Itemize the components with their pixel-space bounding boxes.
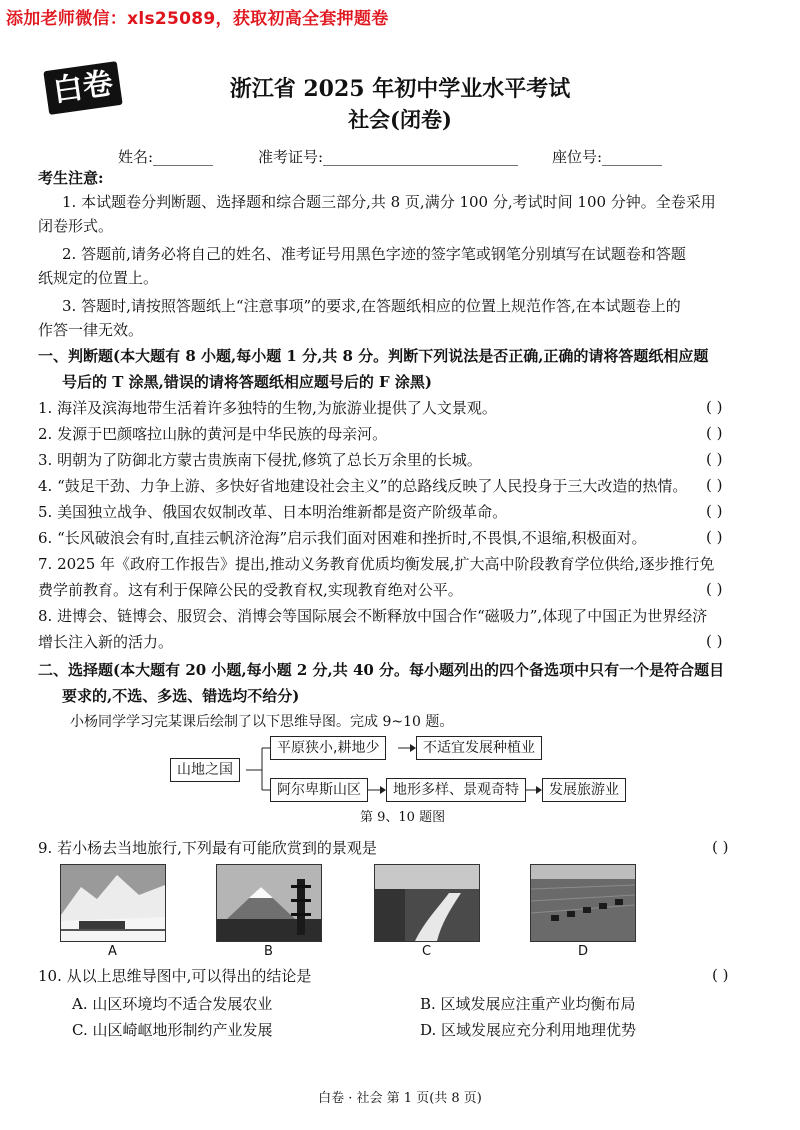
- mind-map-branch-plain: 平原狭小,耕地少: [270, 736, 386, 760]
- photo-farm-harvesters: [530, 864, 636, 942]
- choice-question-9: 9. 若小杨去当地旅行,下列最有可能欣赏到的景观是: [38, 839, 377, 857]
- answer-paren: ( ): [706, 580, 723, 598]
- exam-title: 浙江省 2025 年初中学业水平考试: [229, 76, 571, 102]
- question-intro: 小杨同学学习完某课后绘制了以下思维导图。完成 9~10 题。: [70, 714, 454, 730]
- judge-question-4: 4. “鼓足干劲、力争上游、多快好省地建设社会主义”的总路线反映了人民投身于三大改造的热情。: [38, 477, 688, 495]
- judge-question-5: 5. 美国独立战争、俄国农奴制改革、日本明治维新都是资产阶级革命。: [38, 503, 508, 521]
- photo-label-c: C: [422, 944, 432, 959]
- notice-line: 闭卷形式。: [38, 217, 114, 235]
- mind-map-branch-alps-feature: 地形多样、景观奇特: [386, 778, 526, 802]
- judge-question-3: 3. 明朝为了防御北方蒙古贵族南下侵扰,修筑了总长万余里的长城。: [38, 451, 482, 469]
- judge-question-1: 1. 海洋及滨海地带生活着许多独特的生物,为旅游业提供了人文景观。: [38, 399, 497, 417]
- option-c: C. 山区崎岖地形制约产业发展: [72, 1021, 273, 1039]
- section2-heading: 二、选择题(本大题有 20 小题,每小题 2 分,共 40 分。每小题列出的四个备选项中只有一个是符合题目: [38, 661, 725, 679]
- answer-paren: ( ): [706, 528, 723, 546]
- name-field: 姓名:________: [118, 148, 214, 166]
- mind-map-branch-plain-result: 不适宜发展种植业: [416, 736, 542, 760]
- mind-map-branch-alps: 阿尔卑斯山区: [270, 778, 368, 802]
- answer-paren: ( ): [706, 450, 723, 468]
- section2-heading-cont: 要求的,不选、多选、错选均不给分): [62, 687, 300, 705]
- figure-caption: 第 9、10 题图: [360, 810, 446, 825]
- notice-line: 3. 答题时,请按照答题纸上“注意事项”的要求,在答题纸相应的位置上规范作答,在本试题卷上的: [62, 297, 681, 315]
- section1-heading-cont: 号后的 T 涂黑,错误的请将答题纸相应题号后的 F 涂黑): [62, 373, 433, 391]
- paper-stamp: 白卷: [43, 61, 122, 115]
- choice-question-10: 10. 从以上思维导图中,可以得出的结论是: [38, 967, 312, 985]
- photo-label-b: B: [264, 944, 273, 959]
- notice-heading: 考生注意:: [38, 169, 104, 187]
- mind-map-root: 山地之国: [170, 758, 240, 782]
- option-a: A. 山区环境均不适合发展农业: [72, 995, 273, 1013]
- judge-question-7: 7. 2025 年《政府工作报告》提出,推动义务教育优质均衡发展,扩大高中阶段教育学位供给,逐步推行免: [38, 555, 715, 573]
- photo-label-d: D: [578, 944, 589, 959]
- notice-line: 作答一律无效。: [38, 321, 144, 339]
- photo-mount-fuji-pagoda: [216, 864, 322, 942]
- seat-field: 座位号:________: [552, 148, 663, 166]
- answer-paren: ( ): [706, 632, 723, 650]
- option-b: B. 区域发展应注重产业均衡布局: [420, 995, 636, 1013]
- photo-river-valley: [374, 864, 480, 942]
- answer-paren: ( ): [712, 838, 729, 856]
- option-d: D. 区域发展应充分利用地理优势: [420, 1021, 637, 1039]
- promo-banner: 添加老师微信：xls25089，获取初高全套押题卷: [6, 9, 389, 29]
- judge-question-6: 6. “长风破浪会有时,直挂云帆济沧海”启示我们面对困难和挫折时,不畏惧,不退缩,积极面对。: [38, 529, 647, 547]
- photo-snow-mountain-train: [60, 864, 166, 942]
- page-footer: 白卷 · 社会 第 1 页(共 8 页): [318, 1091, 482, 1106]
- judge-question-8-cont: 增长注入新的活力。: [38, 633, 174, 651]
- answer-paren: ( ): [706, 398, 723, 416]
- section1-heading: 一、判断题(本大题有 8 小题,每小题 1 分,共 8 分。判断下列说法是否正确,正确的请将答题纸相应题: [38, 347, 709, 365]
- notice-line: 2. 答题前,请务必将自己的姓名、准考证号用黑色字迹的签字笔或钢笔分别填写在试题卷和答题: [62, 245, 686, 263]
- answer-paren: ( ): [706, 502, 723, 520]
- judge-question-8: 8. 进博会、链博会、服贸会、消博会等国际展会不断释放中国合作“磁吸力”,体现了中国正为世界经济: [38, 607, 708, 625]
- answer-paren: ( ): [712, 966, 729, 984]
- judge-question-2: 2. 发源于巴颜喀拉山脉的黄河是中华民族的母亲河。: [38, 425, 388, 443]
- exam-number-field: 准考证号:__________________________: [258, 148, 519, 166]
- notice-line: 1. 本试题卷分判断题、选择题和综合题三部分,共 8 页,满分 100 分,考试时间 100 分钟。全卷采用: [62, 193, 716, 211]
- photo-label-a: A: [108, 944, 117, 959]
- exam-subtitle: 社会(闭卷): [348, 107, 452, 132]
- answer-paren: ( ): [706, 476, 723, 494]
- judge-question-7-cont: 费学前教育。这有利于保障公民的受教育权,实现教育绝对公平。: [38, 581, 463, 599]
- notice-line: 纸规定的位置上。: [38, 269, 159, 287]
- mind-map-branch-alps-result: 发展旅游业: [542, 778, 626, 802]
- answer-paren: ( ): [706, 424, 723, 442]
